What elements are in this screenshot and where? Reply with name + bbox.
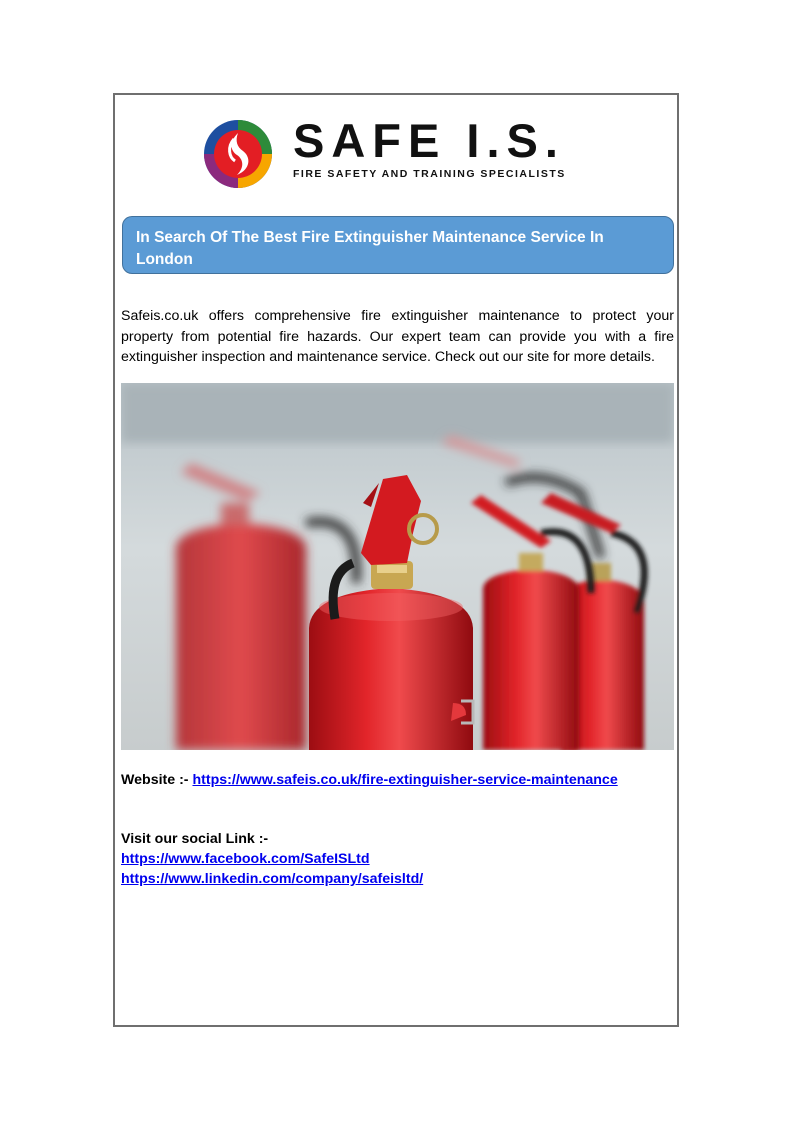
facebook-link[interactable]: https://www.facebook.com/SafeISLtd <box>121 851 370 867</box>
brand-name: SAFE I.S. <box>293 114 565 167</box>
description-paragraph: Safeis.co.uk offers comprehensive fire extinguisher maintenance to protect your property from potential fire hazards. Our expert team can provide you with a fire extinguisher inspection and maintenance service. Check out our site for more details. <box>121 308 674 365</box>
flame-logo-icon <box>201 117 275 191</box>
brand-tagline: FIRE SAFETY AND TRAINING SPECIALISTS <box>293 168 566 180</box>
title-banner <box>122 216 674 274</box>
facebook-link-container <box>121 851 370 867</box>
website-label: Website :- <box>121 772 189 788</box>
company-logo <box>201 113 601 193</box>
page-title: In Search Of The Best Fire Extinguisher Maintenance Service In London <box>136 229 604 268</box>
page-frame <box>113 93 679 1027</box>
website-line <box>121 772 618 788</box>
linkedin-link-container <box>121 871 423 887</box>
fire-extinguishers-photo <box>121 383 674 750</box>
linkedin-link[interactable]: https://www.linkedin.com/company/safeisltd/ <box>121 871 424 887</box>
social-label: Visit our social Link :- <box>121 831 269 847</box>
website-link[interactable]: https://www.safeis.co.uk/fire-extinguisher-service-maintenance <box>192 772 618 788</box>
